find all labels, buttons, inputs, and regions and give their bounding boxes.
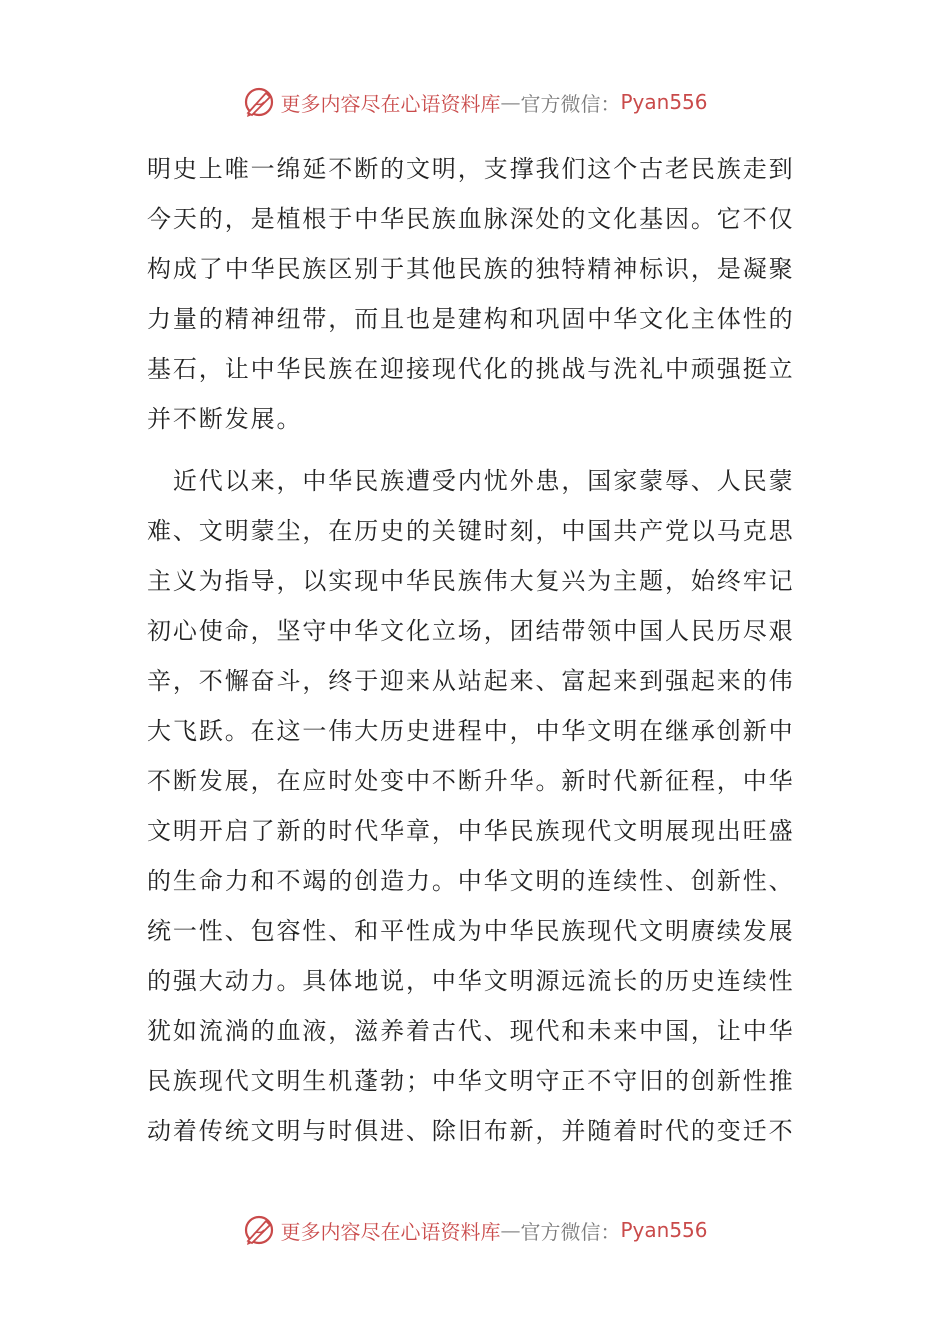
- text-line: 并不断发展。: [147, 405, 303, 433]
- text-line: 的生命力和不竭的创造力。中华文明的连续性、创新性、: [147, 867, 795, 895]
- text-line: 动着传统文明与时俱进、除旧布新，并随着时代的变迁不: [147, 1117, 795, 1145]
- text-line: 基石，让中华民族在迎接现代化的挑战与洗礼中顽强挺立: [147, 355, 795, 383]
- banner-wechat-id: Pyan556: [620, 1218, 708, 1242]
- text-line: 犹如流淌的血液，滋养着古代、现代和未来中国，让中华: [147, 1017, 795, 1045]
- banner-title: 更多内容尽在心语资料库: [280, 1219, 501, 1244]
- pen-logo-icon: [242, 85, 276, 119]
- text-line: 文明开启了新的时代华章，中华民族现代文明展现出旺盛: [147, 817, 795, 845]
- footer-watermark-banner: [0, 1210, 950, 1250]
- paragraph: [147, 456, 807, 1156]
- text-line: 初心使命，坚守中华文化立场，团结带领中国人民历尽艰: [147, 617, 795, 645]
- header-watermark-banner: [0, 82, 950, 122]
- paragraph-gap: [147, 444, 807, 456]
- text-line: 大飞跃。在这一伟大历史进程中，中华文明在继承创新中: [147, 717, 795, 745]
- banner-dash: —: [500, 1218, 521, 1242]
- banner-wechat-label: 官方微信：: [520, 1219, 621, 1244]
- banner-wechat-label: 官方微信：: [520, 91, 621, 116]
- banner-wechat-id: Pyan556: [620, 90, 708, 114]
- banner-title: 更多内容尽在心语资料库: [280, 91, 501, 116]
- document-body: [147, 144, 807, 1156]
- text-line: 构成了中华民族区别于其他民族的独特精神标识，是凝聚: [147, 255, 795, 283]
- text-line: 近代以来，中华民族遭受内忧外患，国家蒙辱、人民蒙: [147, 467, 795, 495]
- paragraph: [147, 144, 807, 444]
- pen-logo-icon: [242, 1213, 276, 1247]
- text-line: 的强大动力。具体地说，中华文明源远流长的历史连续性: [147, 967, 795, 995]
- text-line: 难、文明蒙尘，在历史的关键时刻，中国共产党以马克思: [147, 517, 795, 545]
- text-line: 主义为指导，以实现中华民族伟大复兴为主题，始终牢记: [147, 567, 795, 595]
- text-line: 辛，不懈奋斗，终于迎来从站起来、富起来到强起来的伟: [147, 667, 795, 695]
- text-line: 民族现代文明生机蓬勃；中华文明守正不守旧的创新性推: [147, 1067, 795, 1095]
- text-line: 不断发展，在应时处变中不断升华。新时代新征程，中华: [147, 767, 795, 795]
- text-line: 统一性、包容性、和平性成为中华民族现代文明赓续发展: [147, 917, 795, 945]
- text-line: 力量的精神纽带，而且也是建构和巩固中华文化主体性的: [147, 305, 795, 333]
- text-line: 明史上唯一绵延不断的文明，支撑我们这个古老民族走到: [147, 155, 795, 183]
- text-line: 今天的，是植根于中华民族血脉深处的文化基因。它不仅: [147, 205, 795, 233]
- banner-dash: —: [500, 90, 521, 114]
